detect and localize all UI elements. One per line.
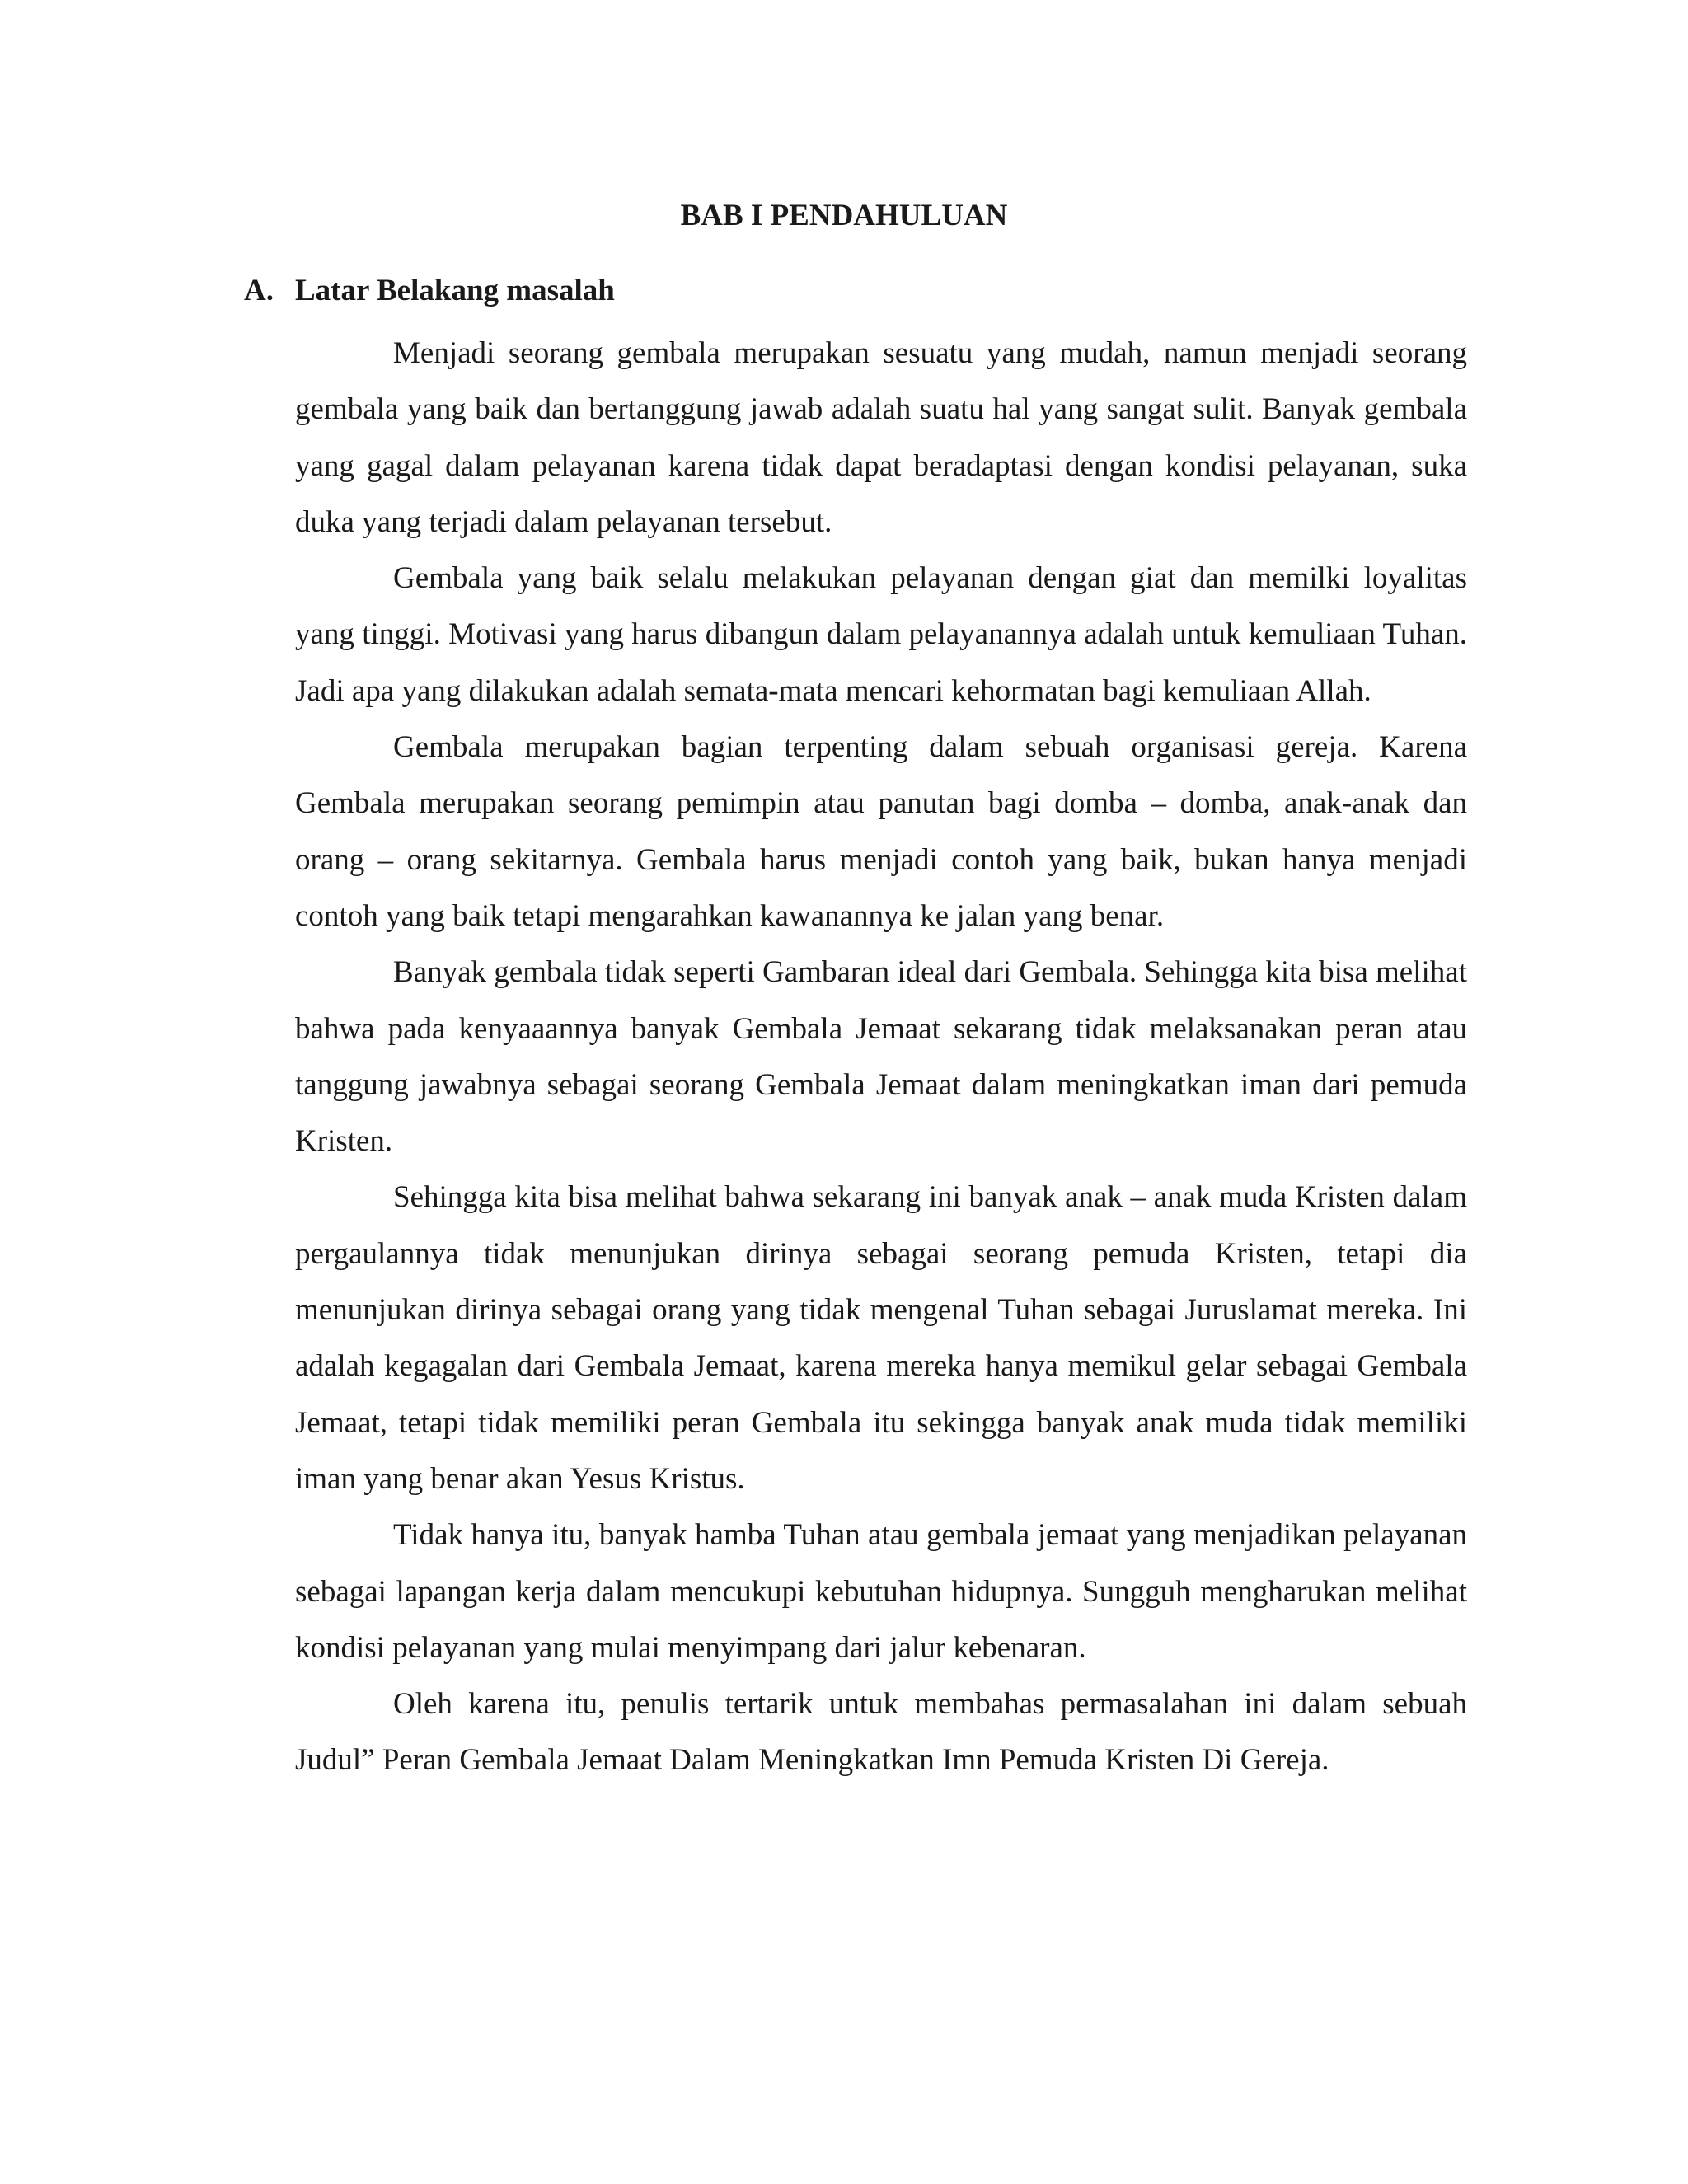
paragraph: Sehingga kita bisa melihat bahwa sekarang ini banyak anak – anak muda Kristen dalam pergaulannya tidak menunjukan dirinya sebagai seorang pemuda Kristen, tetapi dia menunjukan dirinya sebagai orang yang tidak mengenal Tuhan sebagai Juruslamat mereka. Ini adalah kegagalan dari Gembala Jemaat, karena mereka hanya memikul gelar sebagai Gembala Jemaat, tetapi tidak memiliki peran Gembala itu sekingga banyak anak muda tidak memiliki iman yang benar akan Yesus Kristus.: [295, 1180, 1467, 1496]
paragraph: Tidak hanya itu, banyak hamba Tuhan atau gembala jemaat yang menjadikan pelayanan sebagai lapangan kerja dalam mencukupi kebutuhan hidupnya. Sungguh mengharukan melihat kondisi pelayanan yang mulai menyimpang dari jalur kebenaran.: [295, 1518, 1467, 1665]
body-text: [295, 326, 1467, 1789]
paragraph: Gembala yang baik selalu melakukan pelayanan dengan giat dan memilki loyalitas yang tinggi. Motivasi yang harus dibangun dalam pelayanannya adalah untuk kemuliaan Tuhan. Jadi apa yang dilakukan adalah semata-mata mencari kehormatan bagi kemuliaan Allah.: [295, 561, 1467, 708]
paragraph: Menjadi seorang gembala merupakan sesuatu yang mudah, namun menjadi seorang gembala yang baik dan bertanggung jawab adalah suatu hal yang sangat sulit. Banyak gembala yang gagal dalam pelayanan karena tidak dapat beradaptasi dengan kondisi pelayanan, suka duka yang terjadi dalam pelayanan tersebut.: [295, 336, 1467, 539]
paragraph: Banyak gembala tidak seperti Gambaran ideal dari Gembala. Sehingga kita bisa melihat bahwa pada kenyaaannya banyak Gembala Jemaat sekarang tidak melaksanakan peran atau tanggung jawabnya sebagai seorang Gembala Jemaat dalam meningkatkan iman dari pemuda Kristen.: [295, 955, 1467, 1159]
paragraph: Gembala merupakan bagian terpenting dalam sebuah organisasi gereja. Karena Gembala merupakan seorang pemimpin atau panutan bagi domba – domba, anak-anak dan orang – orang sekitarnya. Gembala harus menjadi contoh yang baik, bukan hanya menjadi contoh yang baik tetapi mengarahkan kawanannya ke jalan yang benar.: [295, 730, 1467, 933]
chapter-title: BAB I PENDAHULUAN: [680, 199, 1008, 232]
section-heading: [244, 268, 615, 314]
section-marker: A.: [244, 274, 274, 307]
section-title: Latar Belakang masalah: [295, 274, 615, 307]
paragraph: Oleh karena itu, penulis tertarik untuk membahas permasalahan ini dalam sebuah Judul” Peran Gembala Jemaat Dalam Meningkatkan Imn Pemuda Kristen Di Gereja.: [295, 1687, 1467, 1778]
